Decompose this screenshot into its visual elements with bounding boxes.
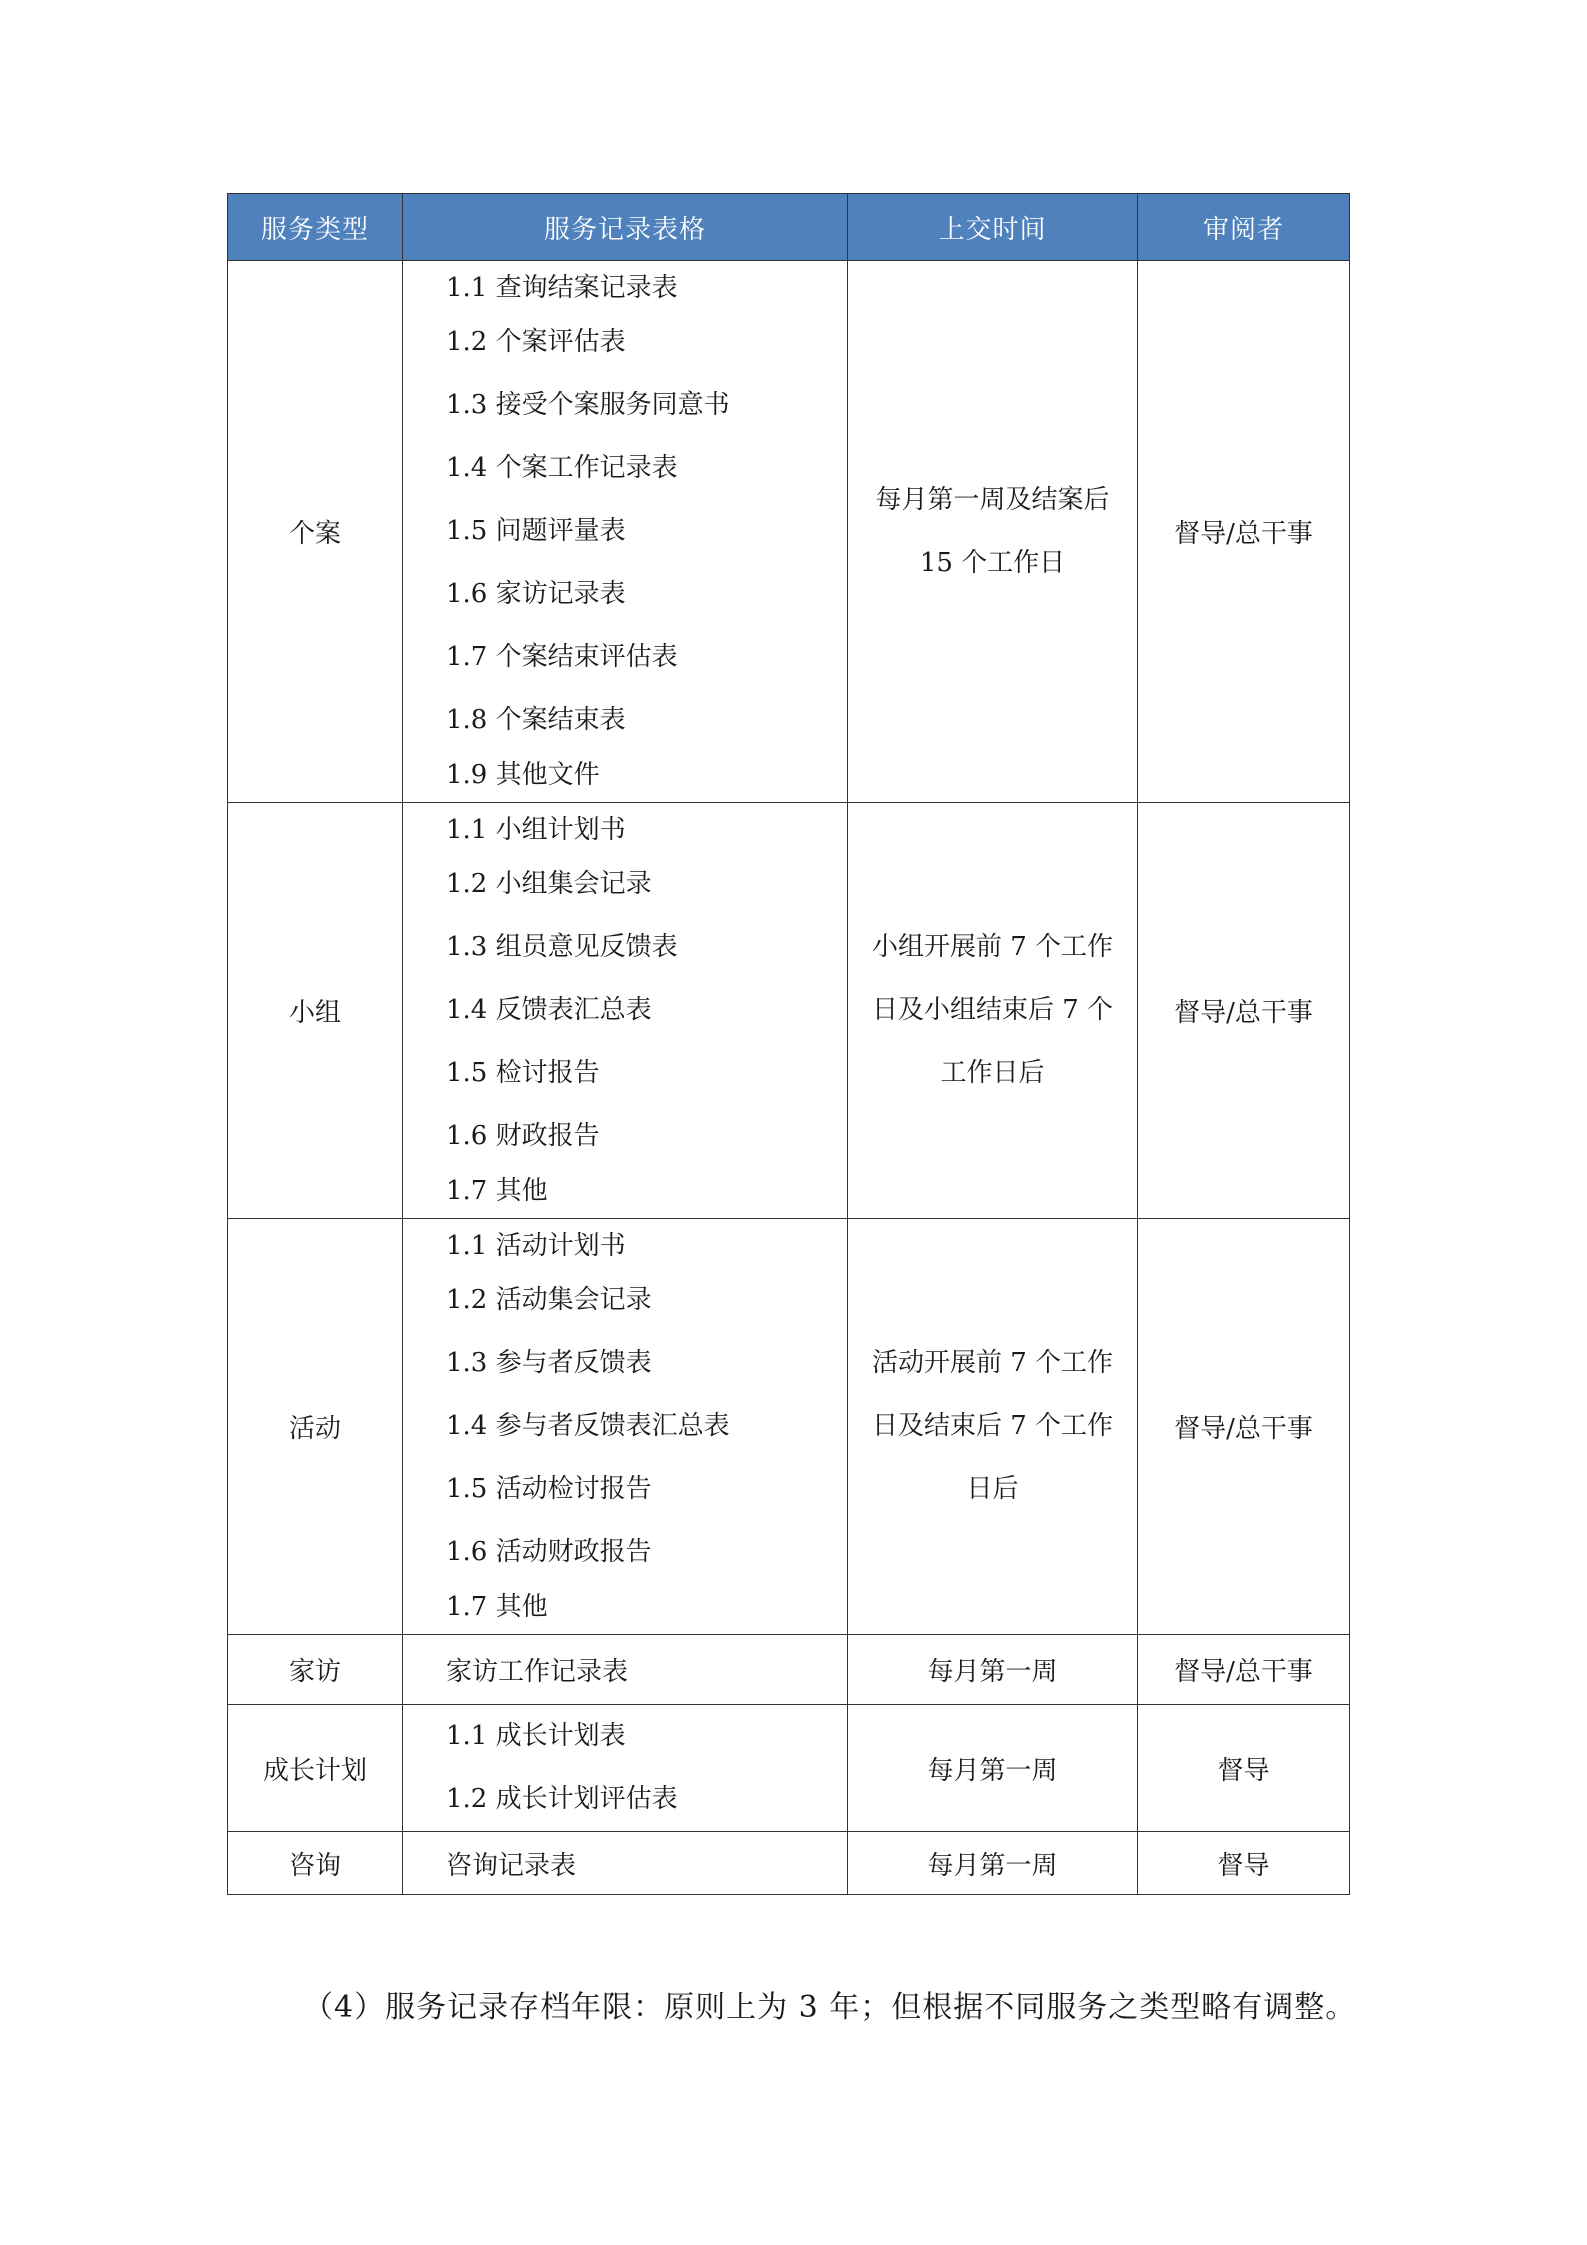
cell-record-forms	[403, 1705, 848, 1832]
header-row	[228, 194, 1350, 261]
cell-reviewer: 督导/总干事	[1138, 261, 1350, 803]
cell-record-forms	[403, 1832, 848, 1895]
form-item: 咨询记录表	[446, 1850, 577, 1881]
cell-service-type: 活动	[228, 1219, 403, 1635]
forms-list	[446, 803, 847, 1218]
cell-service-type: 咨询	[228, 1832, 403, 1895]
form-item: 家访工作记录表	[446, 1657, 629, 1687]
cell-reviewer: 督导/总干事	[1138, 1219, 1350, 1635]
time-line: 日及小组结束后 7 个	[871, 995, 1114, 1025]
cell-service-type: 家访	[228, 1635, 403, 1705]
cell-reviewer: 督导	[1138, 1705, 1350, 1832]
form-item: 1.8 个案结束表	[446, 705, 626, 735]
forms-list	[446, 1705, 847, 1831]
cell-submit-time: 每月第一周	[848, 1705, 1138, 1832]
table-row-growth-plan	[228, 1705, 1350, 1832]
cell-service-type: 成长计划	[228, 1705, 403, 1832]
header-service-type: 服务类型	[228, 194, 403, 261]
form-item: 1.5 问题评量表	[446, 516, 626, 546]
form-item: 1.3 组员意见反馈表	[446, 932, 678, 962]
table-row-consultation	[228, 1832, 1350, 1895]
form-item: 1.2 成长计划评估表	[446, 1784, 678, 1814]
cell-submit-time: 每月第一周	[848, 1832, 1138, 1895]
form-item: 1.9 其他文件	[446, 760, 600, 790]
form-item: 1.3 接受个案服务同意书	[446, 390, 730, 420]
cell-reviewer: 督导/总干事	[1138, 803, 1350, 1219]
form-item: 1.7 其他	[446, 1592, 548, 1622]
archive-period-note: （4）服务记录存档年限：原则上为 3 年；但根据不同服务之类型略有调整。	[303, 1990, 1357, 2025]
cell-service-type: 小组	[228, 803, 403, 1219]
table-row-casework	[228, 261, 1350, 803]
cell-submit-time	[848, 261, 1138, 803]
cell-record-forms	[403, 261, 848, 803]
form-item: 1.2 个案评估表	[446, 327, 626, 357]
time-line: 每月第一周及结案后	[875, 484, 1110, 515]
form-item: 1.6 活动财政报告	[446, 1537, 652, 1567]
form-item: 1.7 个案结束评估表	[446, 642, 678, 672]
header-reviewer: 审阅者	[1138, 194, 1350, 261]
form-item: 1.4 反馈表汇总表	[446, 995, 652, 1025]
form-item: 1.1 查询结案记录表	[446, 273, 678, 303]
cell-reviewer: 督导	[1138, 1832, 1350, 1895]
cell-reviewer: 督导/总干事	[1138, 1635, 1350, 1705]
time-line: 工作日后	[940, 1058, 1045, 1088]
forms-list	[446, 261, 847, 802]
form-item: 1.6 家访记录表	[446, 579, 626, 609]
cell-submit-time	[848, 1219, 1138, 1635]
service-records-table	[227, 193, 1350, 1895]
cell-submit-time	[848, 803, 1138, 1219]
table-row-group	[228, 803, 1350, 1219]
form-item: 1.5 活动检讨报告	[446, 1474, 652, 1504]
header-record-forms: 服务记录表格	[403, 194, 848, 261]
time-line: 日及结束后 7 个工作	[871, 1411, 1114, 1441]
header-submit-time: 上交时间	[848, 194, 1138, 261]
form-item: 1.7 其他	[446, 1176, 548, 1206]
form-item: 1.1 成长计划表	[446, 1721, 626, 1751]
form-item: 1.1 小组计划书	[446, 815, 626, 845]
form-item: 1.4 参与者反馈表汇总表	[446, 1411, 730, 1441]
time-line: 15 个工作日	[919, 547, 1066, 578]
cell-submit-time: 每月第一周	[848, 1635, 1138, 1705]
cell-service-type: 个案	[228, 261, 403, 803]
form-item: 1.2 活动集会记录	[446, 1285, 652, 1315]
cell-record-forms	[403, 1219, 848, 1635]
form-item: 1.5 检讨报告	[446, 1058, 600, 1088]
time-line: 日后	[966, 1474, 1019, 1504]
time-line: 小组开展前 7 个工作	[871, 932, 1114, 962]
cell-record-forms	[403, 1635, 848, 1705]
forms-list	[446, 1219, 847, 1634]
cell-record-forms	[403, 803, 848, 1219]
form-item: 1.3 参与者反馈表	[446, 1348, 652, 1378]
table-header	[228, 194, 1350, 261]
form-item: 1.6 财政报告	[446, 1121, 600, 1151]
form-item: 1.4 个案工作记录表	[446, 453, 678, 483]
form-item: 1.1 活动计划书	[446, 1231, 626, 1261]
table-row-activity	[228, 1219, 1350, 1635]
table-row-home-visit	[228, 1635, 1350, 1705]
time-line: 活动开展前 7 个工作	[871, 1348, 1114, 1378]
form-item: 1.2 小组集会记录	[446, 869, 652, 899]
